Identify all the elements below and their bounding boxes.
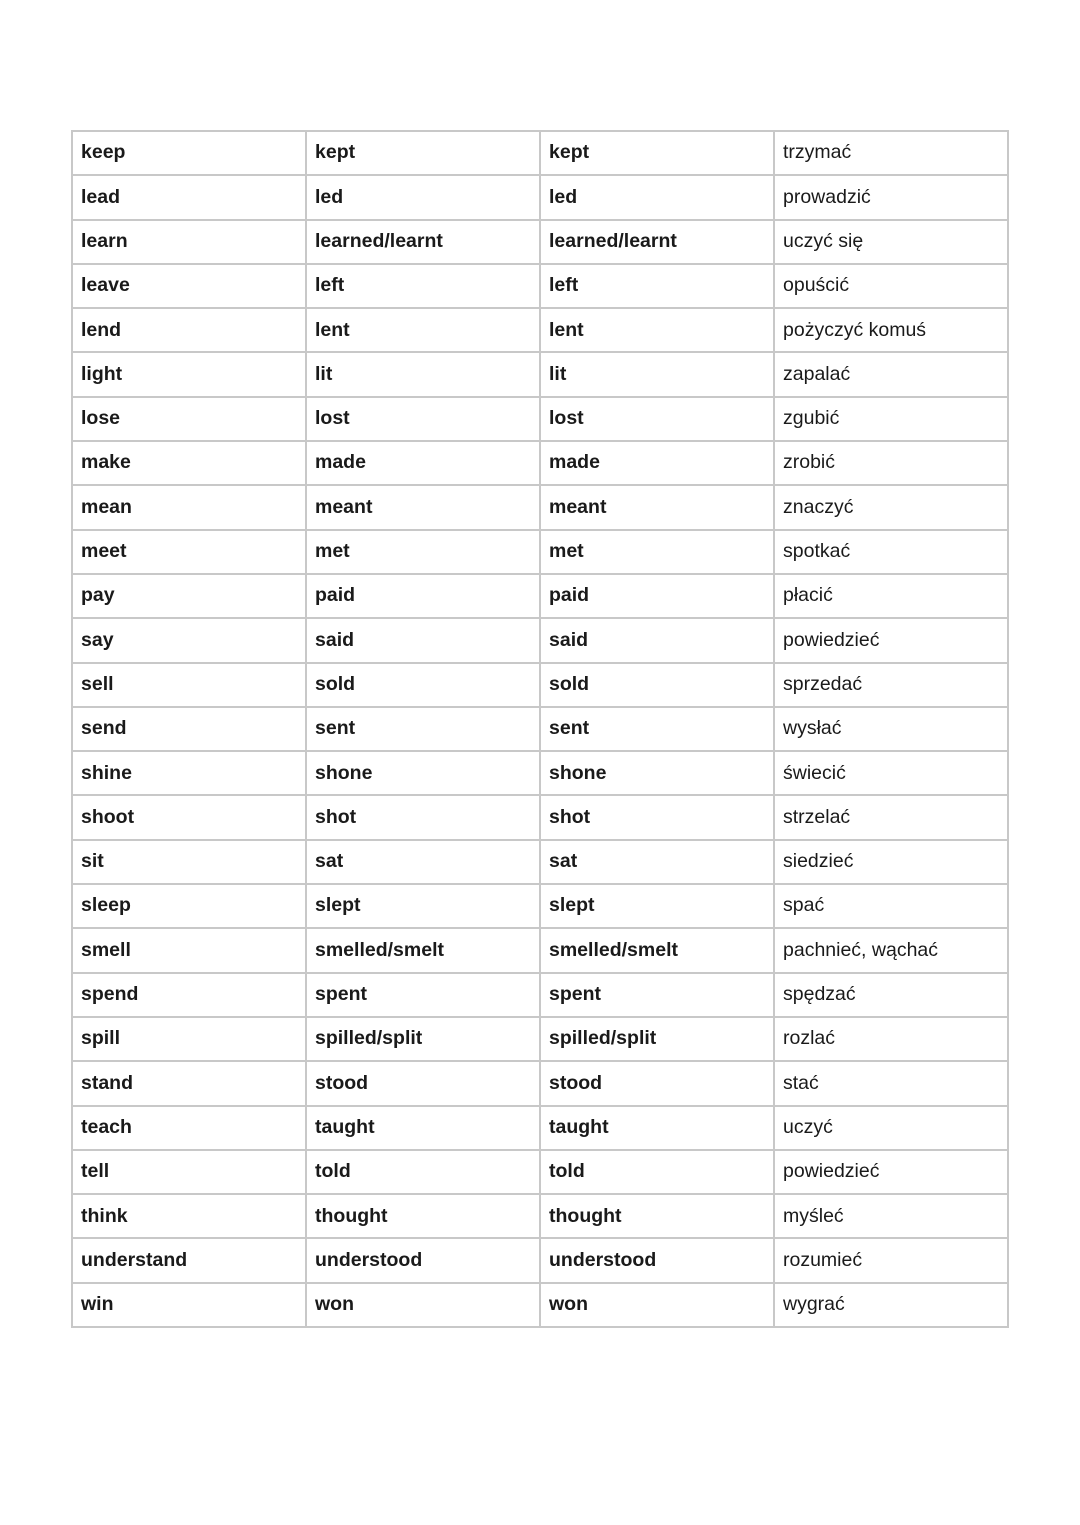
past-simple-cell: lit: [306, 352, 540, 396]
past-simple-cell: learned/learnt: [306, 220, 540, 264]
past-simple-cell: stood: [306, 1061, 540, 1105]
past-simple-cell: spilled/split: [306, 1017, 540, 1061]
translation-cell: spędzać: [774, 973, 1008, 1017]
translation-cell: wygrać: [774, 1283, 1008, 1327]
base-form-cell: spend: [72, 973, 306, 1017]
table-row: [72, 1194, 1008, 1238]
base-form-cell: lose: [72, 397, 306, 441]
base-form-cell: make: [72, 441, 306, 485]
past-simple-cell: smelled/smelt: [306, 928, 540, 972]
table-row: [72, 1150, 1008, 1194]
table-row: [72, 1238, 1008, 1282]
translation-cell: rozlać: [774, 1017, 1008, 1061]
translation-cell: sprzedać: [774, 663, 1008, 707]
past-simple-cell: thought: [306, 1194, 540, 1238]
table-row: [72, 441, 1008, 485]
translation-cell: rozumieć: [774, 1238, 1008, 1282]
translation-cell: uczyć się: [774, 220, 1008, 264]
table-row: [72, 574, 1008, 618]
translation-cell: zapalać: [774, 352, 1008, 396]
past-participle-cell: understood: [540, 1238, 774, 1282]
base-form-cell: think: [72, 1194, 306, 1238]
translation-cell: świecić: [774, 751, 1008, 795]
past-participle-cell: sat: [540, 840, 774, 884]
past-participle-cell: met: [540, 530, 774, 574]
base-form-cell: smell: [72, 928, 306, 972]
base-form-cell: sit: [72, 840, 306, 884]
past-participle-cell: led: [540, 175, 774, 219]
table-row: [72, 131, 1008, 175]
past-participle-cell: slept: [540, 884, 774, 928]
base-form-cell: stand: [72, 1061, 306, 1105]
past-participle-cell: meant: [540, 485, 774, 529]
past-participle-cell: lit: [540, 352, 774, 396]
base-form-cell: leave: [72, 264, 306, 308]
past-simple-cell: made: [306, 441, 540, 485]
translation-cell: siedzieć: [774, 840, 1008, 884]
base-form-cell: understand: [72, 1238, 306, 1282]
past-participle-cell: told: [540, 1150, 774, 1194]
table-row: [72, 928, 1008, 972]
past-participle-cell: lost: [540, 397, 774, 441]
translation-cell: powiedzieć: [774, 618, 1008, 662]
translation-cell: myśleć: [774, 1194, 1008, 1238]
base-form-cell: lend: [72, 308, 306, 352]
past-participle-cell: smelled/smelt: [540, 928, 774, 972]
table-row: [72, 530, 1008, 574]
base-form-cell: win: [72, 1283, 306, 1327]
table-row: [72, 840, 1008, 884]
past-simple-cell: sent: [306, 707, 540, 751]
past-participle-cell: left: [540, 264, 774, 308]
base-form-cell: lead: [72, 175, 306, 219]
base-form-cell: keep: [72, 131, 306, 175]
past-simple-cell: sold: [306, 663, 540, 707]
irregular-verbs-table-body: [72, 131, 1008, 1327]
table-row: [72, 1283, 1008, 1327]
table-row: [72, 485, 1008, 529]
base-form-cell: pay: [72, 574, 306, 618]
past-participle-cell: taught: [540, 1106, 774, 1150]
table-row: [72, 795, 1008, 839]
base-form-cell: tell: [72, 1150, 306, 1194]
table-row: [72, 220, 1008, 264]
table-row: [72, 751, 1008, 795]
table-row: [72, 1106, 1008, 1150]
past-simple-cell: sat: [306, 840, 540, 884]
translation-cell: znaczyć: [774, 485, 1008, 529]
past-simple-cell: told: [306, 1150, 540, 1194]
base-form-cell: shoot: [72, 795, 306, 839]
table-row: [72, 1017, 1008, 1061]
past-simple-cell: won: [306, 1283, 540, 1327]
table-row: [72, 973, 1008, 1017]
past-participle-cell: sent: [540, 707, 774, 751]
translation-cell: wysłać: [774, 707, 1008, 751]
base-form-cell: teach: [72, 1106, 306, 1150]
table-row: [72, 352, 1008, 396]
past-participle-cell: lent: [540, 308, 774, 352]
base-form-cell: light: [72, 352, 306, 396]
past-participle-cell: spent: [540, 973, 774, 1017]
table-row: [72, 264, 1008, 308]
base-form-cell: sleep: [72, 884, 306, 928]
table-row: [72, 663, 1008, 707]
past-simple-cell: lost: [306, 397, 540, 441]
past-participle-cell: shot: [540, 795, 774, 839]
past-simple-cell: shone: [306, 751, 540, 795]
translation-cell: trzymać: [774, 131, 1008, 175]
irregular-verbs-table: [71, 130, 1009, 1328]
past-simple-cell: taught: [306, 1106, 540, 1150]
translation-cell: zrobić: [774, 441, 1008, 485]
table-row: [72, 397, 1008, 441]
past-simple-cell: lent: [306, 308, 540, 352]
translation-cell: stać: [774, 1061, 1008, 1105]
past-simple-cell: slept: [306, 884, 540, 928]
base-form-cell: sell: [72, 663, 306, 707]
past-simple-cell: said: [306, 618, 540, 662]
translation-cell: spać: [774, 884, 1008, 928]
past-participle-cell: shone: [540, 751, 774, 795]
translation-cell: uczyć: [774, 1106, 1008, 1150]
table-row: [72, 308, 1008, 352]
past-participle-cell: stood: [540, 1061, 774, 1105]
translation-cell: prowadzić: [774, 175, 1008, 219]
past-simple-cell: led: [306, 175, 540, 219]
table-row: [72, 175, 1008, 219]
past-simple-cell: kept: [306, 131, 540, 175]
past-participle-cell: won: [540, 1283, 774, 1327]
past-simple-cell: meant: [306, 485, 540, 529]
past-participle-cell: sold: [540, 663, 774, 707]
base-form-cell: spill: [72, 1017, 306, 1061]
past-simple-cell: understood: [306, 1238, 540, 1282]
past-participle-cell: thought: [540, 1194, 774, 1238]
past-simple-cell: shot: [306, 795, 540, 839]
past-participle-cell: kept: [540, 131, 774, 175]
table-row: [72, 707, 1008, 751]
past-participle-cell: learned/learnt: [540, 220, 774, 264]
base-form-cell: shine: [72, 751, 306, 795]
past-participle-cell: spilled/split: [540, 1017, 774, 1061]
translation-cell: płacić: [774, 574, 1008, 618]
table-row: [72, 618, 1008, 662]
base-form-cell: meet: [72, 530, 306, 574]
past-simple-cell: left: [306, 264, 540, 308]
past-simple-cell: spent: [306, 973, 540, 1017]
base-form-cell: send: [72, 707, 306, 751]
translation-cell: pachnieć, wąchać: [774, 928, 1008, 972]
base-form-cell: say: [72, 618, 306, 662]
past-participle-cell: said: [540, 618, 774, 662]
translation-cell: zgubić: [774, 397, 1008, 441]
past-participle-cell: made: [540, 441, 774, 485]
past-simple-cell: paid: [306, 574, 540, 618]
table-row: [72, 884, 1008, 928]
base-form-cell: learn: [72, 220, 306, 264]
translation-cell: pożyczyć komuś: [774, 308, 1008, 352]
past-simple-cell: met: [306, 530, 540, 574]
base-form-cell: mean: [72, 485, 306, 529]
translation-cell: strzelać: [774, 795, 1008, 839]
translation-cell: powiedzieć: [774, 1150, 1008, 1194]
translation-cell: spotkać: [774, 530, 1008, 574]
past-participle-cell: paid: [540, 574, 774, 618]
table-row: [72, 1061, 1008, 1105]
translation-cell: opuścić: [774, 264, 1008, 308]
